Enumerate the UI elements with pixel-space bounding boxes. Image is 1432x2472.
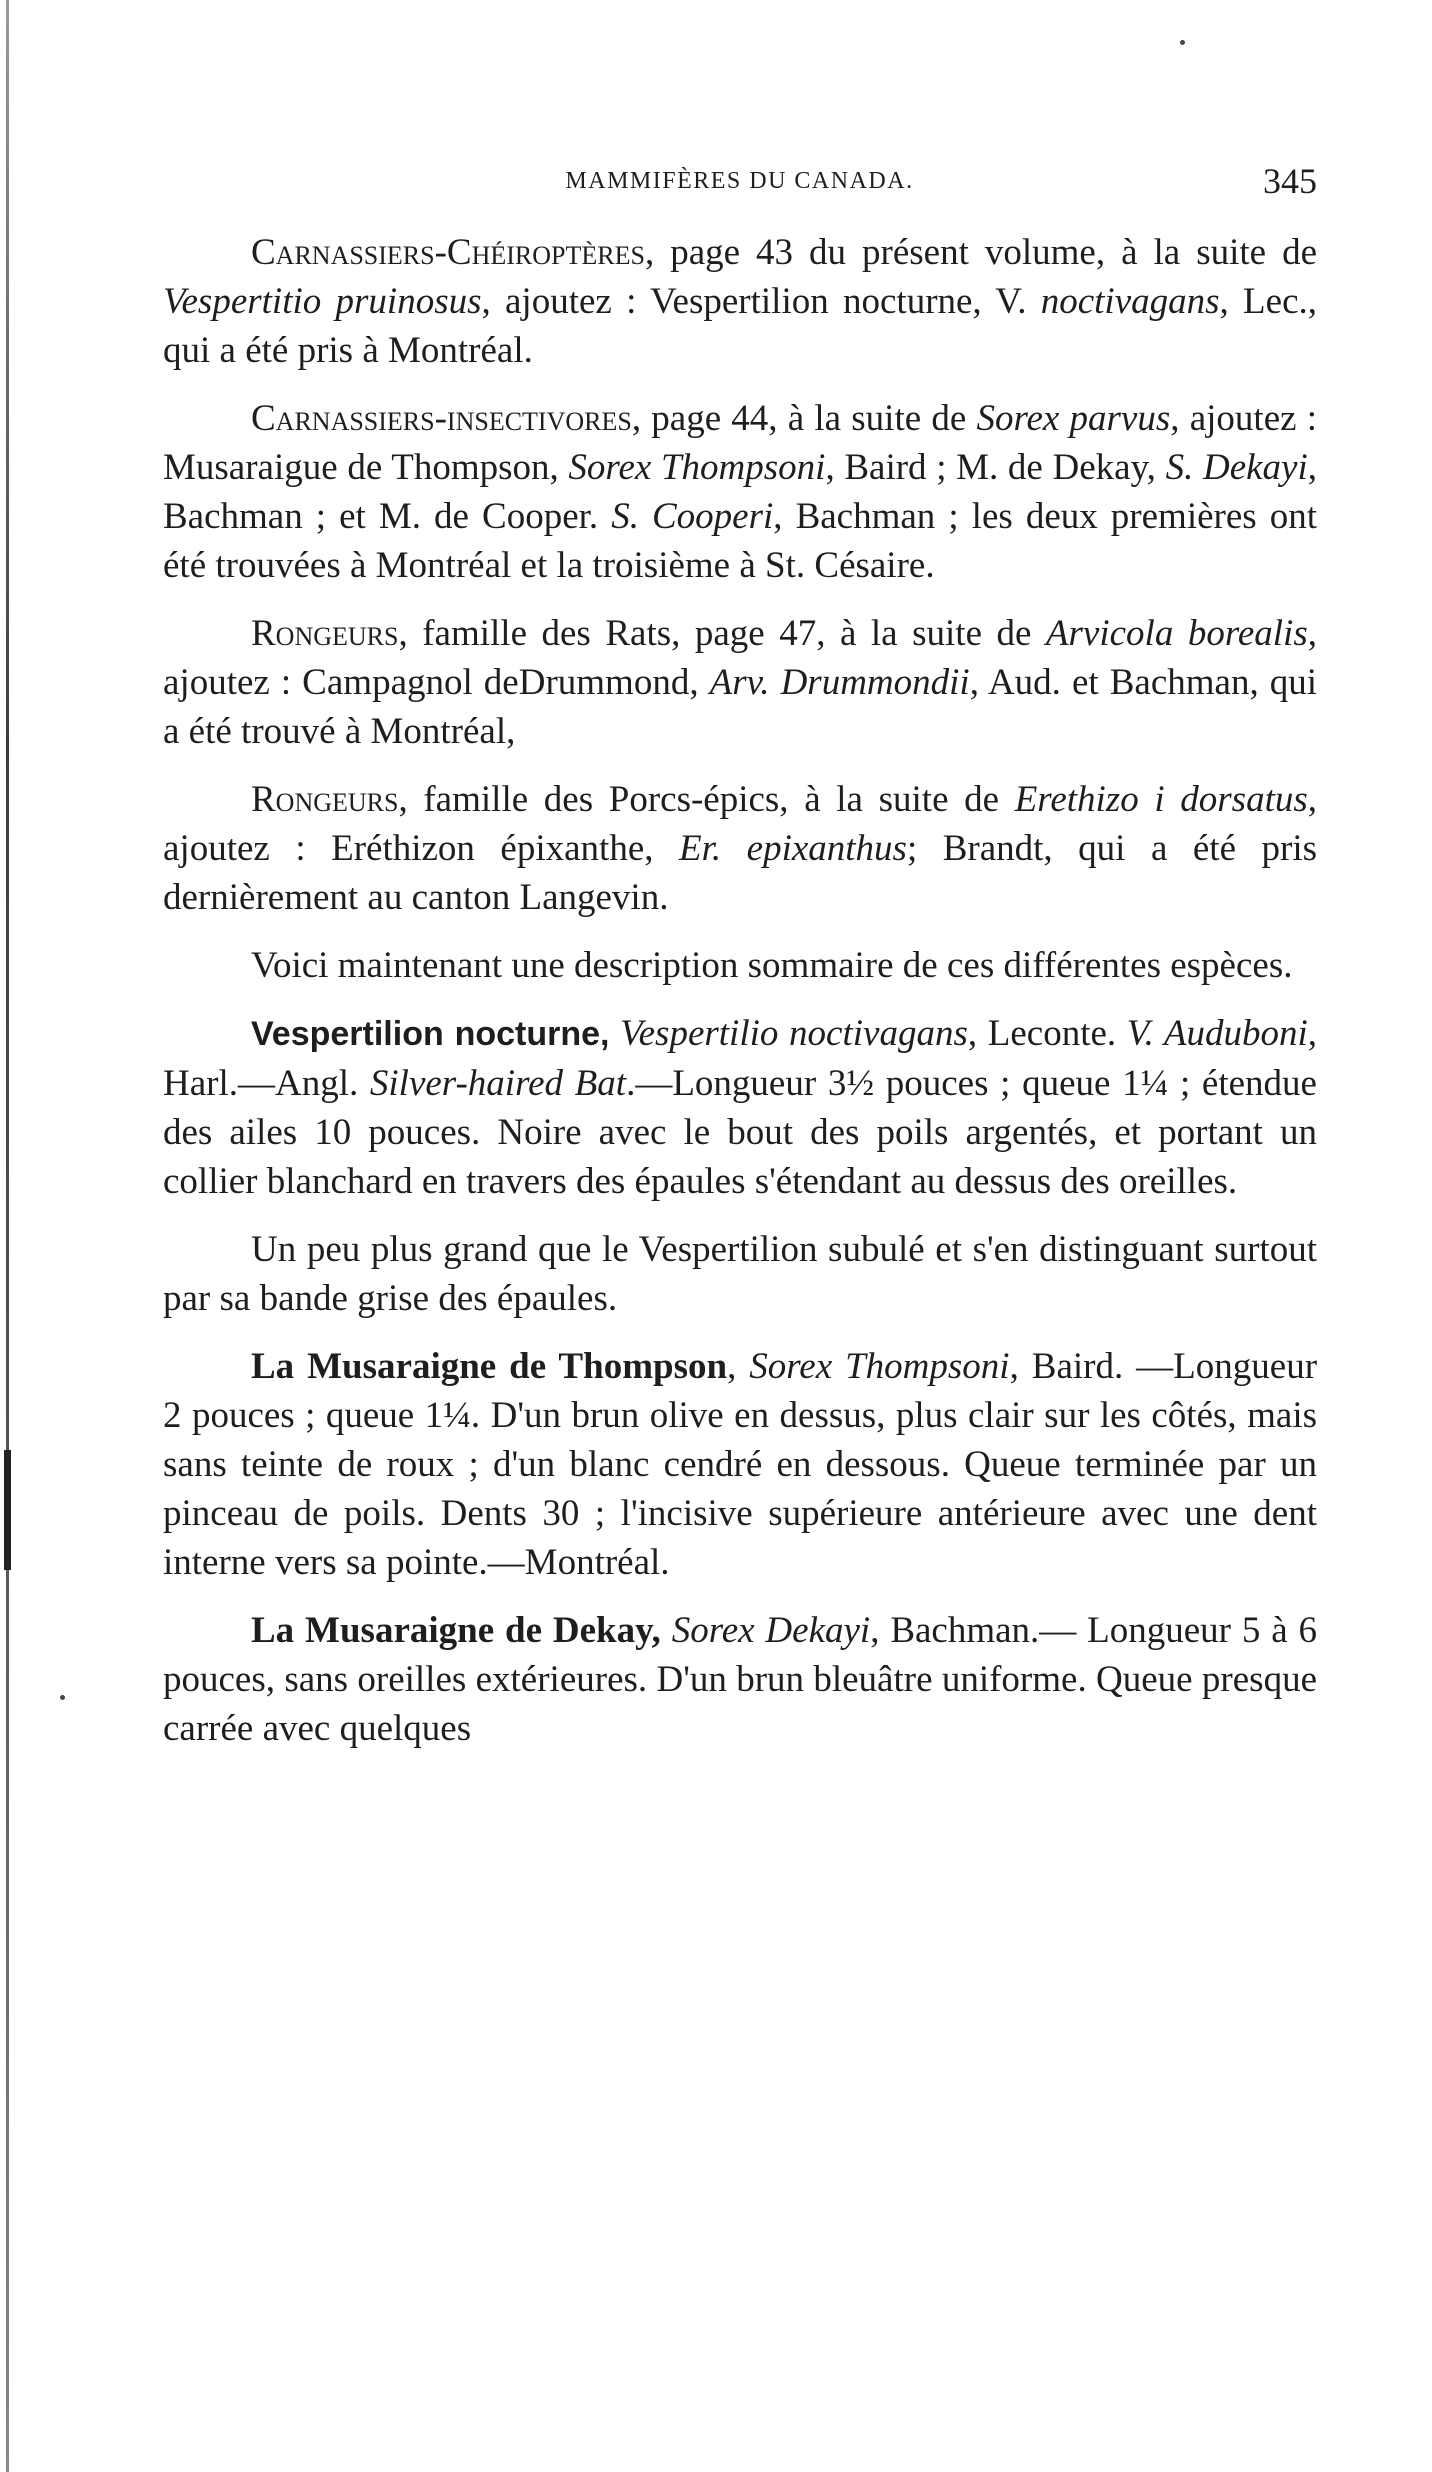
text-run: , Leconte. [967,1013,1127,1054]
text-run: , ajoutez : Musaraigue de Thompson, [163,398,1318,488]
paragraph-rongeurs-porcs-epics [163,775,1317,922]
section-name: Carnassiers-insectivores [251,398,632,439]
species-name: Sorex Thompsoni [568,447,826,488]
text-run: , ajoutez : Campagnol deDrummond, [163,613,1317,703]
text-run: Un peu plus grand que le Vespertilion subulé et s'en distinguant surtout par sa bande grise des épaules. [163,1229,1317,1319]
species-name: Arvicola borealis [1045,613,1308,654]
species-name: S. Dekayi [1165,447,1308,488]
species-name: Vespertitio pruinosus [163,281,482,322]
text-run [661,1610,672,1651]
text-run: , Baird. —Longueur 2 pouces ; queue 1¼. D'un brun olive en dessus, plus clair sur les côtés, mais sans teinte de roux ; d'un blanc cendré en dessous. Queue terminée par un pinceau de poils. Dents 30 ; l'incisive supérieure antérieure avec une dent interne vers sa pointe.—Montréal. [163,1346,1318,1583]
entry-title: Vespertilion nocturne, [251,1015,610,1053]
speck-top-right [1180,40,1185,45]
species-name: Erethizo i dorsatus [1014,779,1308,820]
paragraph-insectivores [163,394,1317,590]
text-run: , Bachman ; et M. de Cooper. [163,447,1317,537]
paragraph-rongeurs-rats [163,609,1317,756]
species-name: noctivagans [1040,281,1220,322]
species-name: Sorex parvus [976,398,1171,439]
text-run: , page 44, à la suite de [631,398,977,439]
section-name: Rongeurs [251,613,399,654]
text-run: , ajoutez : Eréthizon épixanthe, [163,779,1317,869]
species-name: S. Cooperi [611,496,774,537]
species-name: V. Auduboni [1126,1013,1308,1054]
text-run: , famille des Rats, page 47, à la suite de [398,613,1046,654]
species-name: Er. epixanthus [679,828,907,869]
species-name: Vespertilio noctivagans [620,1013,968,1054]
text-run: , Aud. et Bachman, qui a été trouvé à Montréal, [163,662,1318,752]
english-name: Silver-haired Bat [369,1063,627,1104]
text-run: , ajoutez : Vespertilion nocturne, V. [481,281,1041,322]
text-run: , Bachman ; les deux premières ont été trouvées à Montréal et la troisième à St. Césaire. [163,496,1317,586]
species-name: Arv. Drummondii [709,662,970,703]
text-run: , page 43 du présent volume, à la suite de [644,232,1317,273]
text-run: , Harl.—Angl. [163,1013,1317,1104]
text-run: .—Longueur 3½ pouces ; queue 1¼ ; étendue des ailes 10 pouces. Noire avec le bout des poils argentés, et portant un collier blanchard en travers des épaules s'étendant au dessus des oreilles. [163,1063,1317,1202]
binding-mark [4,1450,11,1570]
entry-title: La Musaraigne de Dekay, [251,1610,661,1651]
section-name: Carnassiers-Chéiroptères [251,232,645,273]
text-run: , [727,1346,750,1387]
binding-edge [6,0,9,2472]
text-run: , Bachman.— Longueur 5 à 6 pouces, sans oreilles extérieures. D'un brun bleuâtre uniforme. Queue presque carrée avec quelques [163,1610,1318,1749]
species-name: Sorex Dekayi [671,1610,871,1651]
page-number: 345 [1263,161,1317,201]
section-name: Rongeurs [251,779,399,820]
entry-title: La Musaraigne de Thompson [251,1346,728,1387]
species-name: Sorex Thompsoni [749,1346,1010,1387]
text-run [609,1013,620,1054]
text-run: , famille des Porcs-épics, à la suite de [398,779,1015,820]
paragraph-musaraigne-thompson [163,1342,1317,1587]
speck-left-margin [60,1695,65,1700]
text-run: , Lec., qui a été pris à Montréal. [163,281,1317,371]
running-title: MAMMIFÈRES DU CANADA. [565,168,914,194]
body-text [163,228,1317,1772]
text-run: ; Brandt, qui a été pris dernièrement au canton Langevin. [163,828,1317,918]
paragraph-vespertilion-nocturne [163,1009,1317,1206]
text-run: , Baird ; M. de Dekay, [825,447,1166,488]
paragraph-intro-descriptions [163,941,1317,990]
text-run: Voici maintenant une description sommaire de ces différentes espèces. [251,945,1293,986]
page-header [162,160,1317,202]
paragraph-comparison [163,1225,1317,1323]
paragraph-musaraigne-dekay [163,1606,1317,1753]
paragraph-cheiropteres [163,228,1317,375]
